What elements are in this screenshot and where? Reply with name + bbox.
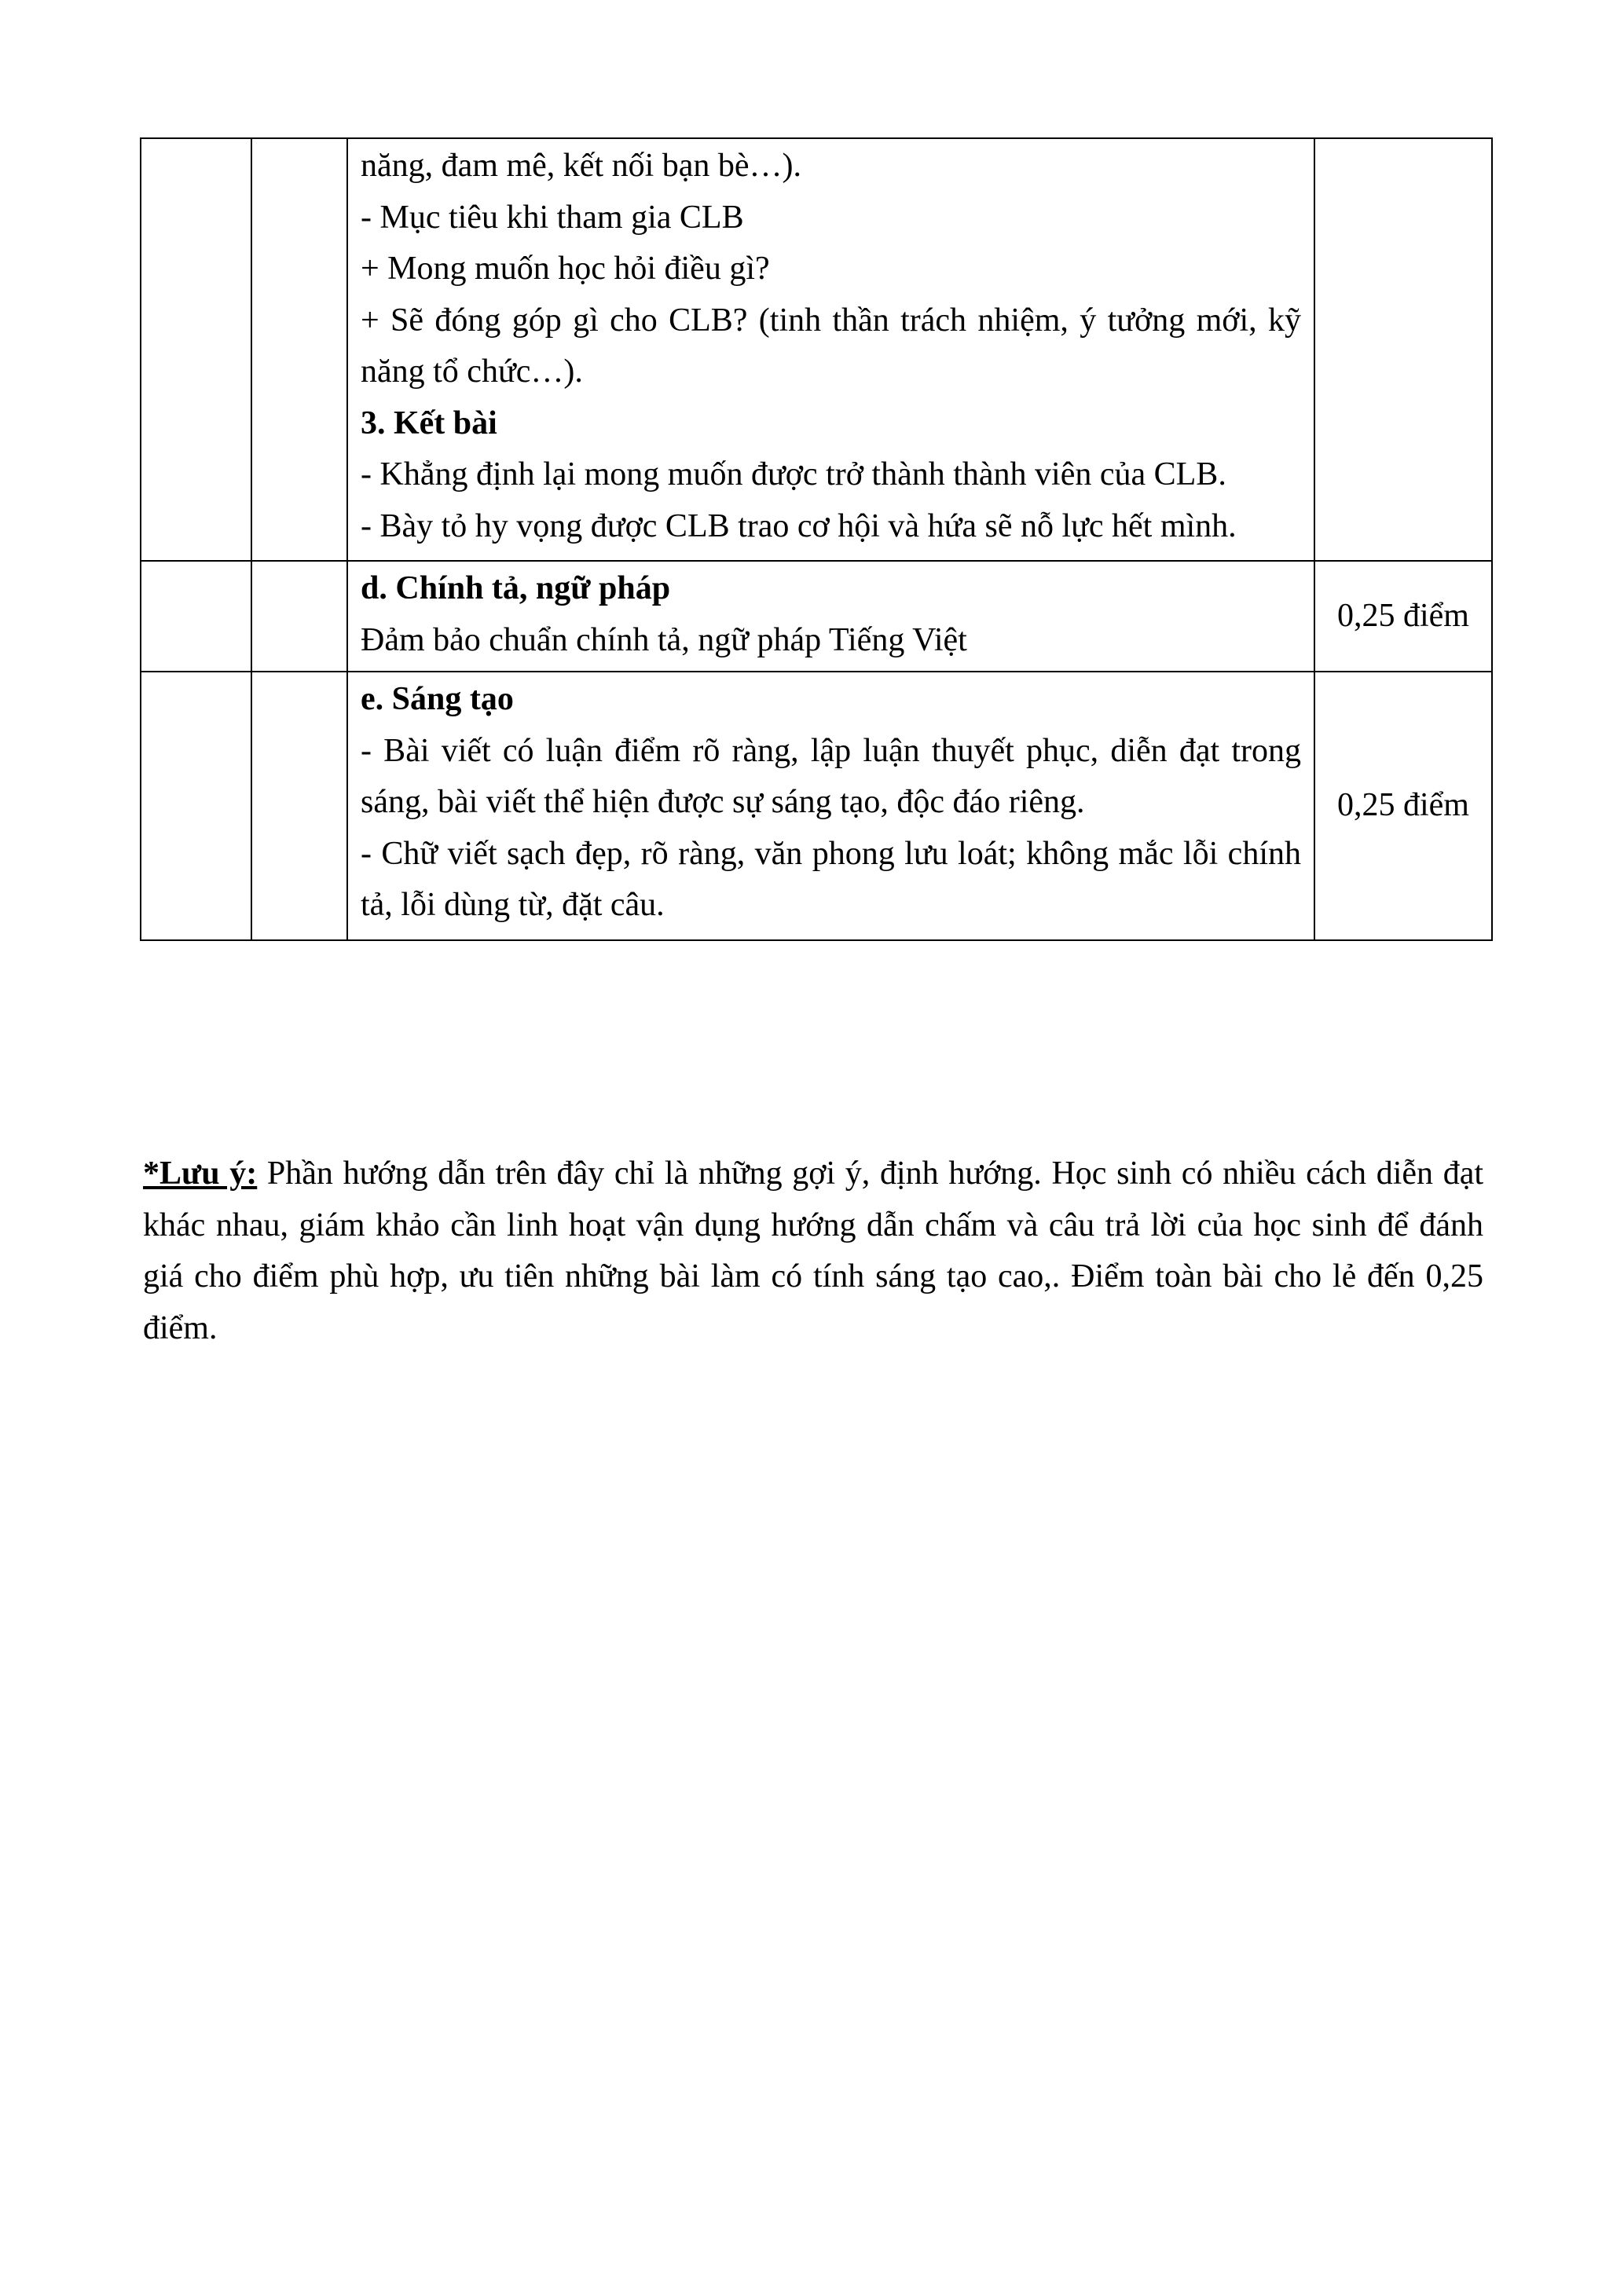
cell-score: 0,25 điểm [1314,672,1492,940]
cell-score [1314,138,1492,561]
table-row [141,672,1492,940]
criteria-heading: e. Sáng tạo [361,681,514,718]
cell-question-number [141,672,251,940]
criteria-text: + Sẽ đóng góp gì cho CLB? (tinh thần trách nhiệm, ý tưởng mới, kỹ năng tổ chức…). [361,302,1301,390]
note [143,1148,1483,1354]
criteria-heading: d. Chính tả, ngữ pháp [361,570,671,607]
cell-criteria-content [347,672,1314,940]
cell-question-number [141,138,251,561]
cell-part [251,138,347,561]
criteria-heading: 3. Kết bài [361,405,497,441]
criteria-text: - Mục tiêu khi tham gia CLB [361,199,744,236]
cell-criteria-content [347,138,1314,561]
criteria-text: - Bày tỏ hy vọng được CLB trao cơ hội và hứa sẽ nỗ lực hết mình. [361,507,1237,544]
note-text: Phần hướng dẫn trên đây chỉ là những gợi ý, định hướng. Học sinh có nhiều cách diễn đạt khác nhau, giám khảo cần linh hoạt vận dụng hướng dẫn chấm và câu trả lời của học sinh để đánh giá cho điểm phù hợp, ưu tiên những bài làm có tính sáng tạo cao,. Điểm toàn bài cho lẻ đến 0,25 điểm. [143,1155,1484,1346]
table-row [141,561,1492,672]
rubric-table-body [141,138,1492,940]
criteria-text: - Chữ viết sạch đẹp, rõ ràng, văn phong lưu loát; không mắc lỗi chính tả, lỗi dùng từ, đặt câu. [361,835,1301,924]
criteria-text: - Khẳng định lại mong muốn được trở thành thành viên của CLB. [361,456,1226,493]
note-label: *Lưu ý: [143,1155,258,1192]
criteria-text: - Bài viết có luận điểm rõ ràng, lập luận thuyết phục, diễn đạt trong sáng, bài viết thể hiện được sự sáng tạo, độc đáo riêng. [361,732,1301,821]
table-row [141,138,1492,561]
criteria-text: năng, đam mê, kết nối bạn bè…). [361,148,802,184]
cell-question-number [141,561,251,672]
cell-part [251,561,347,672]
cell-part [251,672,347,940]
cell-criteria-content [347,561,1314,672]
cell-score: 0,25 điểm [1314,561,1492,672]
criteria-text: + Mong muốn học hỏi điều gì? [361,251,770,287]
grading-rubric-table [140,137,1493,941]
criteria-text: Đảm bảo chuẩn chính tả, ngữ pháp Tiếng Việt [361,621,967,658]
